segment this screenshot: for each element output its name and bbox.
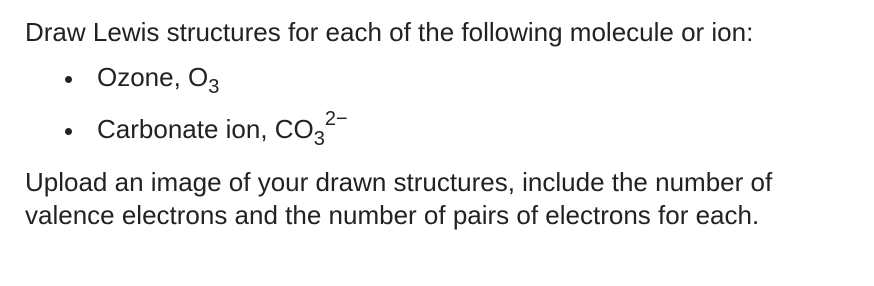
molecule-name: Carbonate ion, CO (97, 114, 314, 144)
question-instructions (25, 166, 865, 232)
list-item-ozone (25, 62, 865, 98)
question-content (25, 14, 865, 232)
molecule-charge: 2− (324, 108, 348, 130)
molecule-list (25, 62, 865, 150)
bullet-icon (65, 76, 72, 83)
list-item-carbonate (25, 108, 865, 150)
question-intro: Draw Lewis structures for each of the following molecule or ion: (25, 17, 754, 47)
bullet-icon (65, 128, 72, 135)
instructions-line-2: valence electrons and the number of pairs of electrons for each. (25, 200, 760, 230)
instructions-line-1: Upload an image of your drawn structures, include the number of (25, 167, 773, 197)
molecule-name: Ozone, O (97, 62, 209, 92)
molecule-subscript: 3 (313, 128, 325, 150)
molecule-subscript: 3 (208, 76, 220, 98)
